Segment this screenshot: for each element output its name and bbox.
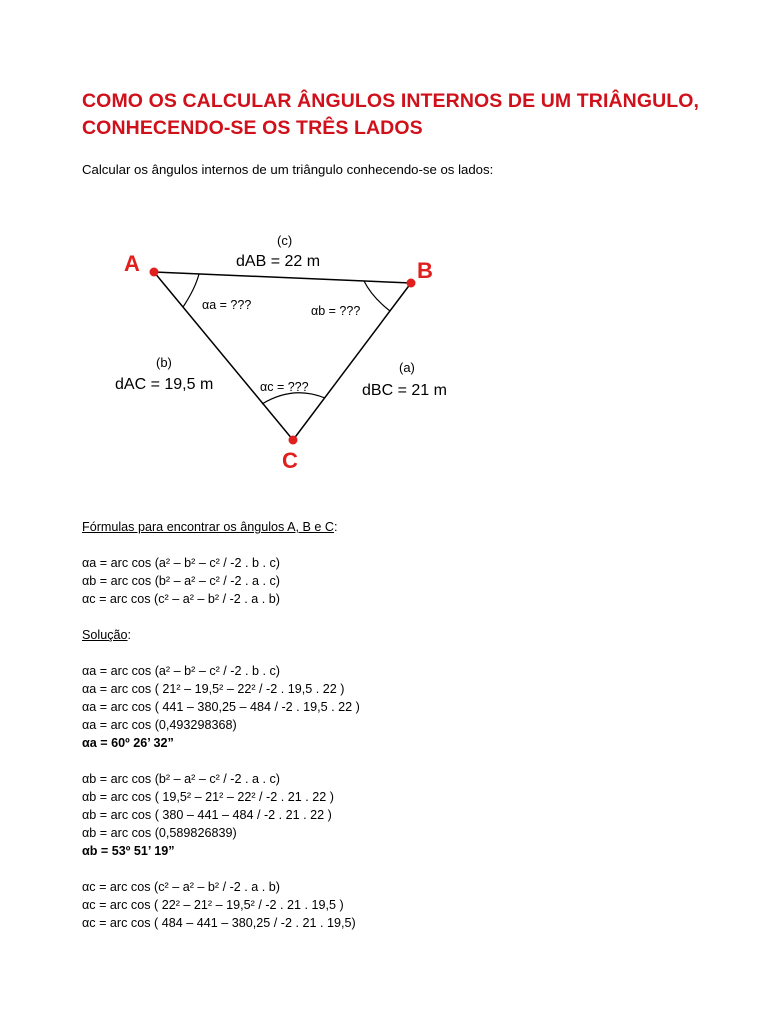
angle-arc-b (364, 281, 390, 311)
formulas-heading-suffix: : (334, 520, 338, 534)
angle-label-a: αa = ??? (202, 298, 252, 312)
solution-line: αc = arc cos ( 22² – 21² – 19,5² / -2 . 21 . 19,5 ) (82, 898, 344, 912)
title-line-1: COMO OS CALCULAR ÂNGULOS INTERNOS DE UM TRIÂNGULO, (82, 90, 700, 112)
solution-line: αb = arc cos (0,589826839) (82, 826, 237, 840)
solution-line: αc = arc cos (c² – a² – b² / -2 . a . b) (82, 880, 280, 894)
intro-text: Calcular os ângulos internos de um triângulo conhecendo-se os lados: (82, 162, 494, 177)
angle-arc-a (183, 274, 199, 307)
vertex-label-a: A (124, 251, 140, 276)
side-b-tag: (b) (156, 355, 172, 370)
vertex-dot-b (407, 279, 416, 288)
solution-line: αb = arc cos (b² – a² – c² / -2 . a . c) (82, 772, 280, 786)
solution-line: αb = arc cos ( 19,5² – 21² – 22² / -2 . 21 . 22 ) (82, 790, 334, 804)
page-title (82, 88, 742, 142)
side-a-tag: (a) (399, 360, 415, 375)
solution-line: αc = arc cos ( 484 – 441 – 380,25 / -2 . 21 . 19,5) (82, 916, 356, 930)
vertex-dot-c (289, 436, 298, 445)
solution-heading-suffix: : (127, 628, 132, 642)
title-line-2: CONHECENDO-SE OS TRÊS LADOS (82, 117, 423, 139)
formula-line: αb = arc cos (b² – a² – c² / -2 . a . c) (82, 574, 280, 588)
formulas-section (82, 518, 360, 932)
vertex-dot-a (150, 268, 159, 277)
formula-line: αc = arc cos (c² – a² – b² / -2 . a . b) (82, 592, 280, 606)
solution-line: αa = arc cos ( 21² – 19,5² – 22² / -2 . 19,5 . 22 ) (82, 682, 345, 696)
solution-heading: Solução (82, 628, 128, 642)
solution-heading-line (82, 626, 360, 644)
triangle-diagram (100, 225, 480, 485)
solution-line: αa = arc cos ( 441 – 380,25 – 484 / -2 . 19,5 . 22 ) (82, 700, 360, 714)
side-b-length: dAC = 19,5 m (115, 376, 214, 393)
angle-arc-c (262, 393, 325, 404)
result-angle-a: αa = 60º 26’ 32” (82, 736, 174, 750)
angle-label-c: αc = ??? (260, 380, 309, 394)
result-angle-b: αb = 53º 51’ 19” (82, 844, 175, 858)
angle-label-b: αb = ??? (311, 304, 361, 318)
vertex-label-c: C (282, 448, 298, 473)
side-c-tag: (c) (277, 233, 293, 248)
formulas-heading-line (82, 518, 360, 536)
vertex-label-b: B (417, 258, 433, 283)
side-c-length: dAB = 22 m (236, 253, 321, 270)
side-a-length: dBC = 21 m (362, 382, 447, 399)
side-ab (154, 272, 411, 283)
formula-line: αa = arc cos (a² – b² – c² / -2 . b . c) (82, 556, 280, 570)
formulas-heading: Fórmulas para encontrar os ângulos A, B e C (82, 520, 335, 534)
solution-line: αa = arc cos (0,493298368) (82, 718, 237, 732)
solution-line: αb = arc cos ( 380 – 441 – 484 / -2 . 21 . 22 ) (82, 808, 332, 822)
solution-line: αa = arc cos (a² – b² – c² / -2 . b . c) (82, 664, 280, 678)
